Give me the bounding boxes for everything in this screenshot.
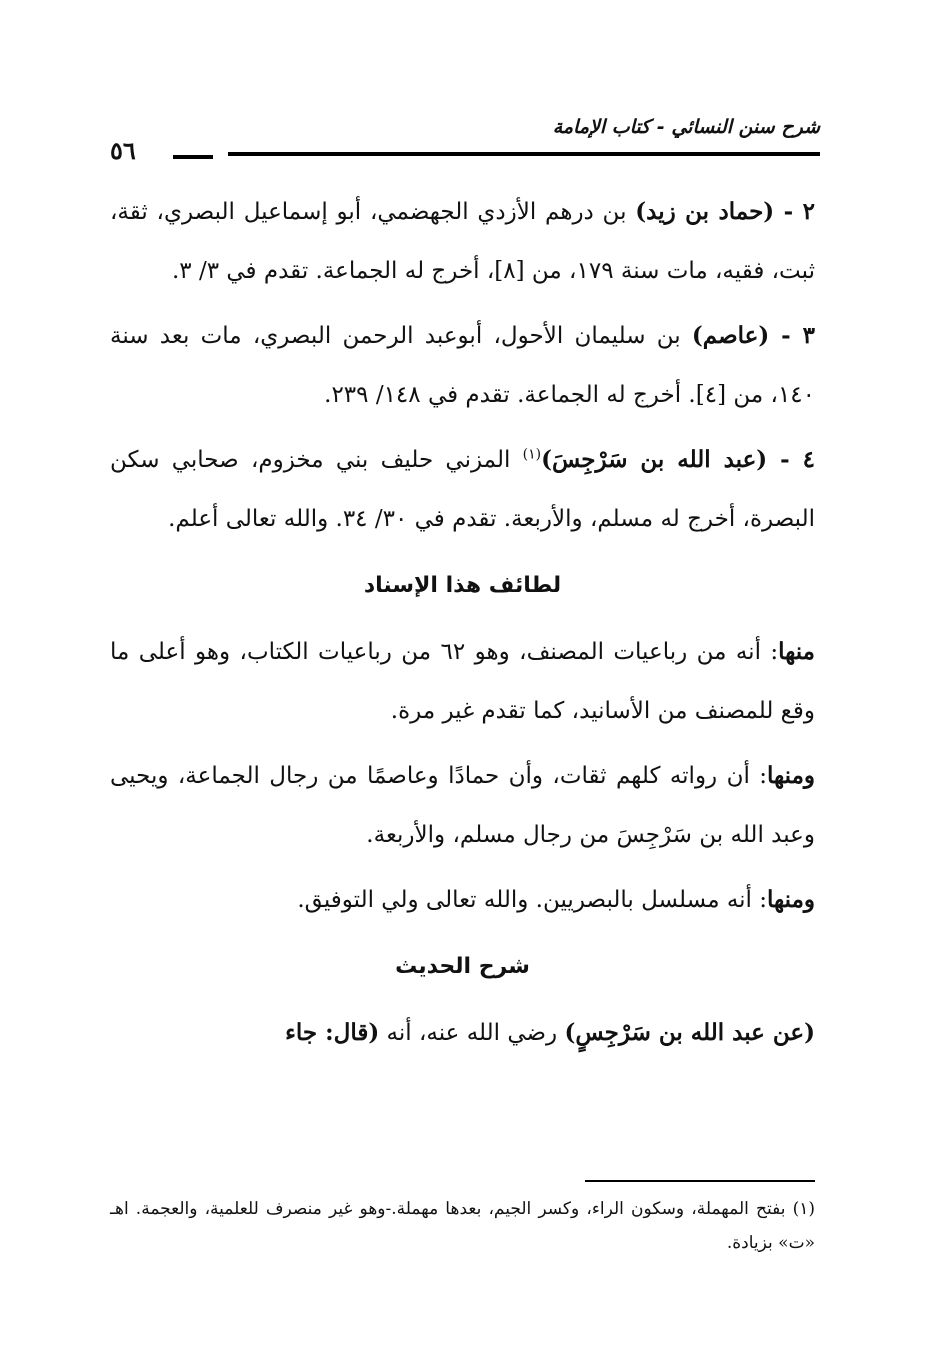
narrator-details: بن درهم الأزدي الجهضمي، أبو إسماعيل البصري، ثقة، ثبت، فقيه، مات سنة ١٧٩، من [٨]، أخرج له الجماعة. تقدم في ٣/ ٣. — [110, 199, 815, 284]
narrator-details: بن سليمان الأحول، أبوعبد الرحمن البصري، مات بعد سنة ١٤٠، من [٤]. أخرج له الجماعة. تقدم في ١٤٨/ ٢٣٩. — [110, 323, 815, 408]
page-number: ٥٦ — [110, 136, 136, 165]
point-text: : أنه مسلسل بالبصريين. والله تعالى ولي التوفيق. — [297, 887, 768, 913]
point-paragraph — [110, 622, 815, 741]
header-title: شرح سنن النسائي - كتاب الإمامة — [552, 116, 820, 138]
section-heading: لطائف هذا الإسناد — [363, 573, 562, 598]
running-header — [110, 108, 820, 168]
narrator-entry — [110, 306, 815, 425]
quoted-text: (قال: جاء — [285, 1019, 380, 1046]
header-rule — [228, 152, 820, 156]
narrator-details: المزني حليف بني مخزوم، صحابي سكن البصرة، أخرج له مسلم، والأربعة. تقدم في ٣٠/ ٣٤. والله تعالى أعلم. — [110, 447, 815, 532]
footnote-reference[interactable]: (١) — [522, 446, 542, 463]
section-heading: شرح الحديث — [395, 954, 530, 979]
commentary-text: رضي الله عنه، أنه — [379, 1020, 565, 1046]
point-lead: ومنها — [767, 762, 815, 789]
point-paragraph — [110, 870, 815, 930]
narrator-entry — [110, 430, 815, 549]
commentary-paragraph — [110, 1003, 815, 1063]
footnote-number: (١) — [792, 1199, 815, 1219]
point-text: : أنه من رباعيات المصنف، وهو ٦٢ من رباعيات الكتاب، وهو أعلى ما وقع للمصنف من الأسانيد، كما تقدم غير مرة. — [110, 639, 815, 724]
point-text: : أن رواته كلهم ثقات، وأن حمادًا وعاصمًا من رجال الجماعة، ويحيى وعبد الله بن سَرْجِسَ من رجال مسلم، والأربعة. — [110, 763, 815, 848]
narrator-name: ٣ - (عاصم) — [691, 322, 815, 349]
narrator-entry — [110, 182, 815, 301]
narrator-name: ٢ - (حماد بن زيد) — [635, 198, 815, 225]
point-paragraph — [110, 746, 815, 865]
narrator-name: ٤ - (عبد الله بن سَرْجِسَ) — [541, 446, 815, 473]
quoted-text: (عن عبد الله بن سَرْجِسٍ) — [564, 1019, 815, 1046]
page-number-dash — [173, 155, 213, 159]
point-lead: ومنها — [767, 886, 815, 913]
footnote-text: بفتح المهملة، وسكون الراء، وكسر الجيم، بعدها مهملة.-وهو غير منصرف للعلمية، والعجمة. اهـ «ت» بزيادة. — [110, 1199, 815, 1253]
footnote — [110, 1192, 815, 1260]
body-text — [110, 182, 815, 1068]
footnote-rule — [585, 1180, 815, 1182]
point-lead: منها — [778, 638, 815, 665]
